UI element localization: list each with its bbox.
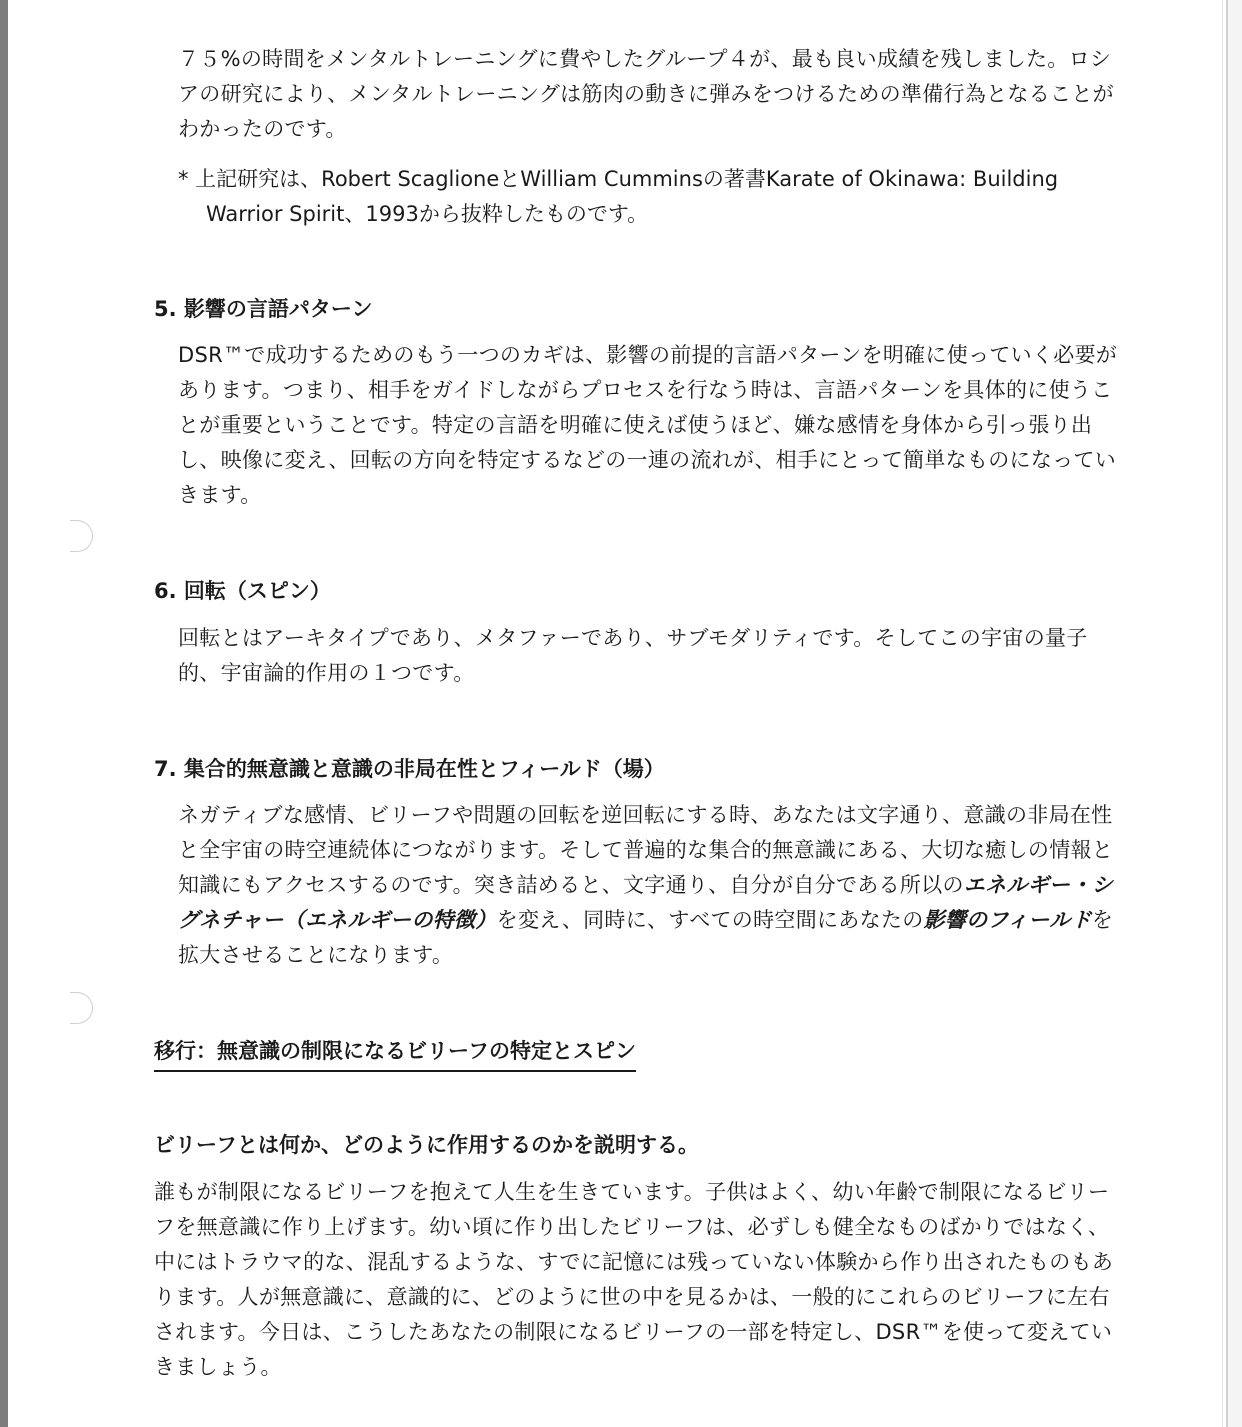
right-page-edge: [1226, 0, 1242, 1427]
section-5-body: DSR™で成功するためのもう一つのカギは、影響の前提的言語パターンを明確に使っていく必要があります。つまり、相手をガイドしながらプロセスを行なう時は、言語パターンを具体的に使うことが重要ということです。特定の言語を明確に使えば使うほど、嫌な感情を身体から引っ張り出し、映像に変え、回転の方向を特定するなどの一連の流れが、相手にとって簡単なものになっていきます。: [178, 343, 1118, 507]
belief-heading: ビリーフとは何か、どのように作用するのかを説明する。: [154, 1133, 699, 1157]
section-7-body-part-2: を変え、同時に、すべての時空間にあなたの: [496, 908, 924, 932]
document-page: [8, 0, 1220, 1427]
intro-paragraph: ７５%の時間をメンタルトレーニングに費やしたグループ４が、最も良い成績を残しました。ロシアの研究により、メンタルトレーニングは筋肉の動きに弾みをつけるための準備行為となることがわかったのです。: [178, 47, 1114, 141]
section-7-heading: 7. 集合的無意識と意識の非局在性とフィールド（場）: [154, 757, 665, 781]
research-note: [178, 162, 1118, 232]
section-6-heading: 6. 回転（スピン）: [154, 579, 331, 603]
section-7-body-part-3: を拡大させることになります。: [178, 908, 1114, 967]
section-6-body: 回転とはアーキタイプであり、メタファーであり、サブモダリティです。そしてこの宇宙の量子的、宇宙論的作用の１つです。: [178, 626, 1088, 685]
left-page-edge: [0, 0, 8, 1427]
section-5-heading: 5. 影響の言語パターン: [154, 297, 373, 321]
section-7-body: [178, 798, 1118, 973]
binding-mark-1: [70, 520, 93, 552]
section-7-body-part-1: ネガティブな感情、ビリーフや問題の回転を逆回転にする時、あなたは文字通り、意識の非局在性と全宇宙の時空連続体につながります。そして普遍的な集合的無意識にある、大切な癒しの情報と知識にもアクセスするのです。突き詰めると、文字通り、自分が自分である所以の: [178, 803, 1114, 897]
belief-body: 誰もが制限になるビリーフを抱えて人生を生きています。子供はよく、幼い年齢で制限になるビリーフを無意識に作り上げます。幼い頃に作り出したビリーフは、必ずしも健全なものばかりではなく、中にはトラウマ的な、混乱するような、すでに記憶には残っていない体験から作り出されたものもあります。人が無意識に、意識的に、どのように世の中を見るかは、一般的にこれらのビリーフに左右されます。今日は、こうしたあなたの制限になるビリーフの一部を特定し、DSR™を使って変えていきましょう。: [154, 1180, 1114, 1379]
binding-mark-2: [70, 992, 93, 1024]
right-page-rule: [1222, 0, 1223, 1427]
research-note-line-1: * 上記研究は、Robert ScaglioneとWilliam Cumminsの著書Karate of Okinawa: Building: [178, 167, 1059, 191]
energy-signature-term: エネルギー・シグネチャー（エネルギーの特徴）: [178, 873, 1113, 932]
field-of-influence-term: 影響のフィールド: [923, 908, 1092, 932]
research-note-line-2: Warrior Spirit、1993から抜粋したものです。: [206, 202, 649, 226]
transition-heading: 移行：無意識の制限になるビリーフの特定とスピン: [154, 1036, 636, 1072]
